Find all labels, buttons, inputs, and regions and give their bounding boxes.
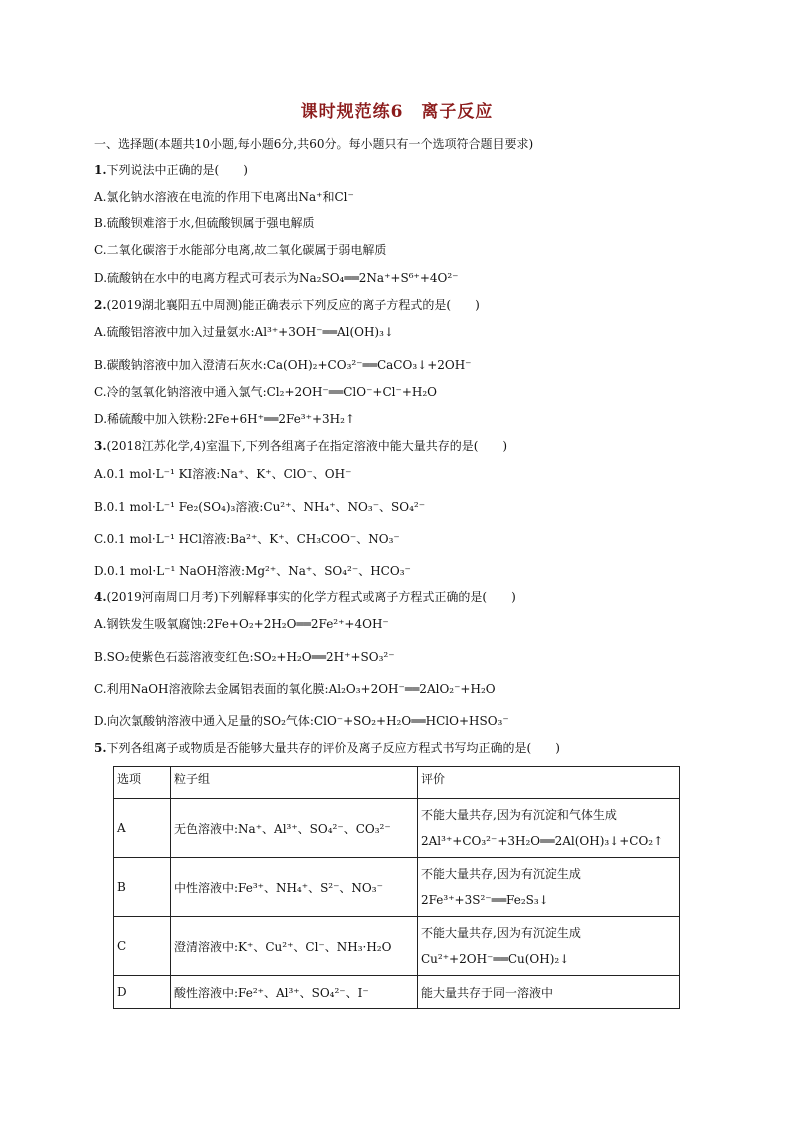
header-option: 选项 bbox=[114, 767, 171, 799]
table-row bbox=[114, 917, 680, 976]
row-c-evaluation bbox=[418, 917, 680, 976]
table-row bbox=[114, 799, 680, 858]
header-particle-group: 粒子组 bbox=[171, 767, 418, 799]
question-1-option-d: D.硫酸钠在水中的电离方程式可表示为Na₂SO₄══2Na⁺+S⁶⁺+4O²⁻ bbox=[94, 271, 459, 285]
question-2-option-d: D.稀硫酸中加入铁粉:2Fe+6H⁺══2Fe³⁺+3H₂↑ bbox=[94, 412, 355, 426]
table-row bbox=[114, 858, 680, 917]
section-heading: 一、选择题(本题共10小题,每小题6分,共60分。每小题只有一个选项符合题目要求) bbox=[94, 137, 534, 151]
row-b-eval-text: 不能大量共存,因为有沉淀生成 bbox=[421, 867, 581, 881]
row-c-eval-text: 不能大量共存,因为有沉淀生成 bbox=[421, 926, 581, 940]
question-4-option-a: A.钢铁发生吸氧腐蚀:2Fe+O₂+2H₂O══2Fe²⁺+4OH⁻ bbox=[94, 617, 389, 631]
question-1-option-c: C.二氧化碳溶于水能部分电离,故二氧化碳属于弱电解质 bbox=[94, 243, 387, 257]
question-2-stem: 2.(2019湖北襄阳五中周测)能正确表示下列反应的离子方程式的是( ) bbox=[94, 298, 480, 312]
question-2-option-a: A.硫酸铝溶液中加入过量氨水:Al³⁺+3OH⁻══Al(OH)₃↓ bbox=[94, 325, 394, 339]
table-header-row bbox=[114, 767, 680, 799]
question-4-option-c: C.利用NaOH溶液除去金属铝表面的氧化膜:Al₂O₃+2OH⁻══2AlO₂⁻+H₂O bbox=[94, 682, 496, 696]
question-4-stem: 4.(2019河南周口月考)下列解释事实的化学方程式或离子方程式正确的是( ) bbox=[94, 590, 516, 604]
question-3-option-b: B.0.1 mol·L⁻¹ Fe₂(SO₄)₃溶液:Cu²⁺、NH₄⁺、NO₃⁻、SO₄²⁻ bbox=[94, 500, 426, 514]
question-1-option-b: B.硫酸钡难溶于水,但硫酸钡属于强电解质 bbox=[94, 216, 315, 230]
row-b-eval-equation: 2Fe³⁺+3S²⁻══Fe₂S₃↓ bbox=[421, 893, 549, 907]
row-c-option: C bbox=[114, 917, 171, 976]
row-a-evaluation bbox=[418, 799, 680, 858]
header-evaluation: 评价 bbox=[418, 767, 680, 799]
row-c-eval-equation: Cu²⁺+2OH⁻══Cu(OH)₂↓ bbox=[421, 952, 570, 966]
page-title: 课时规范练6 离子反应 bbox=[300, 102, 494, 122]
row-b-group: 中性溶液中:Fe³⁺、NH₄⁺、S²⁻、NO₃⁻ bbox=[171, 858, 418, 917]
question-3-option-d: D.0.1 mol·L⁻¹ NaOH溶液:Mg²⁺、Na⁺、SO₄²⁻、HCO₃⁻ bbox=[94, 564, 411, 578]
row-d-group: 酸性溶液中:Fe²⁺、Al³⁺、SO₄²⁻、I⁻ bbox=[171, 976, 418, 1009]
question-3-option-a: A.0.1 mol·L⁻¹ KI溶液:Na⁺、K⁺、ClO⁻、OH⁻ bbox=[94, 467, 352, 481]
row-b-option: B bbox=[114, 858, 171, 917]
row-a-option: A bbox=[114, 799, 171, 858]
question-3-stem: 3.(2018江苏化学,4)室温下,下列各组离子在指定溶液中能大量共存的是( ) bbox=[94, 439, 508, 453]
question-4-option-d: D.向次氯酸钠溶液中通入足量的SO₂气体:ClO⁻+SO₂+H₂O══HClO+HSO₃⁻ bbox=[94, 714, 509, 728]
question-1-stem: 1.下列说法中正确的是( ) bbox=[94, 163, 248, 177]
row-b-evaluation bbox=[418, 858, 680, 917]
row-a-group: 无色溶液中:Na⁺、Al³⁺、SO₄²⁻、CO₃²⁻ bbox=[171, 799, 418, 858]
row-d-option: D bbox=[114, 976, 171, 1009]
row-a-eval-equation: 2Al³⁺+CO₃²⁻+3H₂O══2Al(OH)₃↓+CO₂↑ bbox=[421, 834, 664, 848]
evaluation-table bbox=[113, 766, 680, 1009]
table-row bbox=[114, 976, 680, 1009]
row-c-group: 澄清溶液中:K⁺、Cu²⁺、Cl⁻、NH₃·H₂O bbox=[171, 917, 418, 976]
question-2-option-c: C.冷的氢氧化钠溶液中通入氯气:Cl₂+2OH⁻══ClO⁻+Cl⁻+H₂O bbox=[94, 385, 437, 399]
row-d-evaluation: 能大量共存于同一溶液中 bbox=[418, 976, 680, 1009]
question-4-option-b: B.SO₂使紫色石蕊溶液变红色:SO₂+H₂O══2H⁺+SO₃²⁻ bbox=[94, 650, 395, 664]
question-1-option-a: A.氯化钠水溶液在电流的作用下电离出Na⁺和Cl⁻ bbox=[94, 190, 354, 204]
question-2-option-b: B.碳酸钠溶液中加入澄清石灰水:Ca(OH)₂+CO₃²⁻══CaCO₃↓+2OH⁻ bbox=[94, 358, 472, 372]
question-3-option-c: C.0.1 mol·L⁻¹ HCl溶液:Ba²⁺、K⁺、CH₃COO⁻、NO₃⁻ bbox=[94, 532, 400, 546]
row-a-eval-text: 不能大量共存,因为有沉淀和气体生成 bbox=[421, 808, 617, 822]
question-5-stem: 5.下列各组离子或物质是否能够大量共存的评价及离子反应方程式书写均正确的是( ) bbox=[94, 741, 560, 755]
